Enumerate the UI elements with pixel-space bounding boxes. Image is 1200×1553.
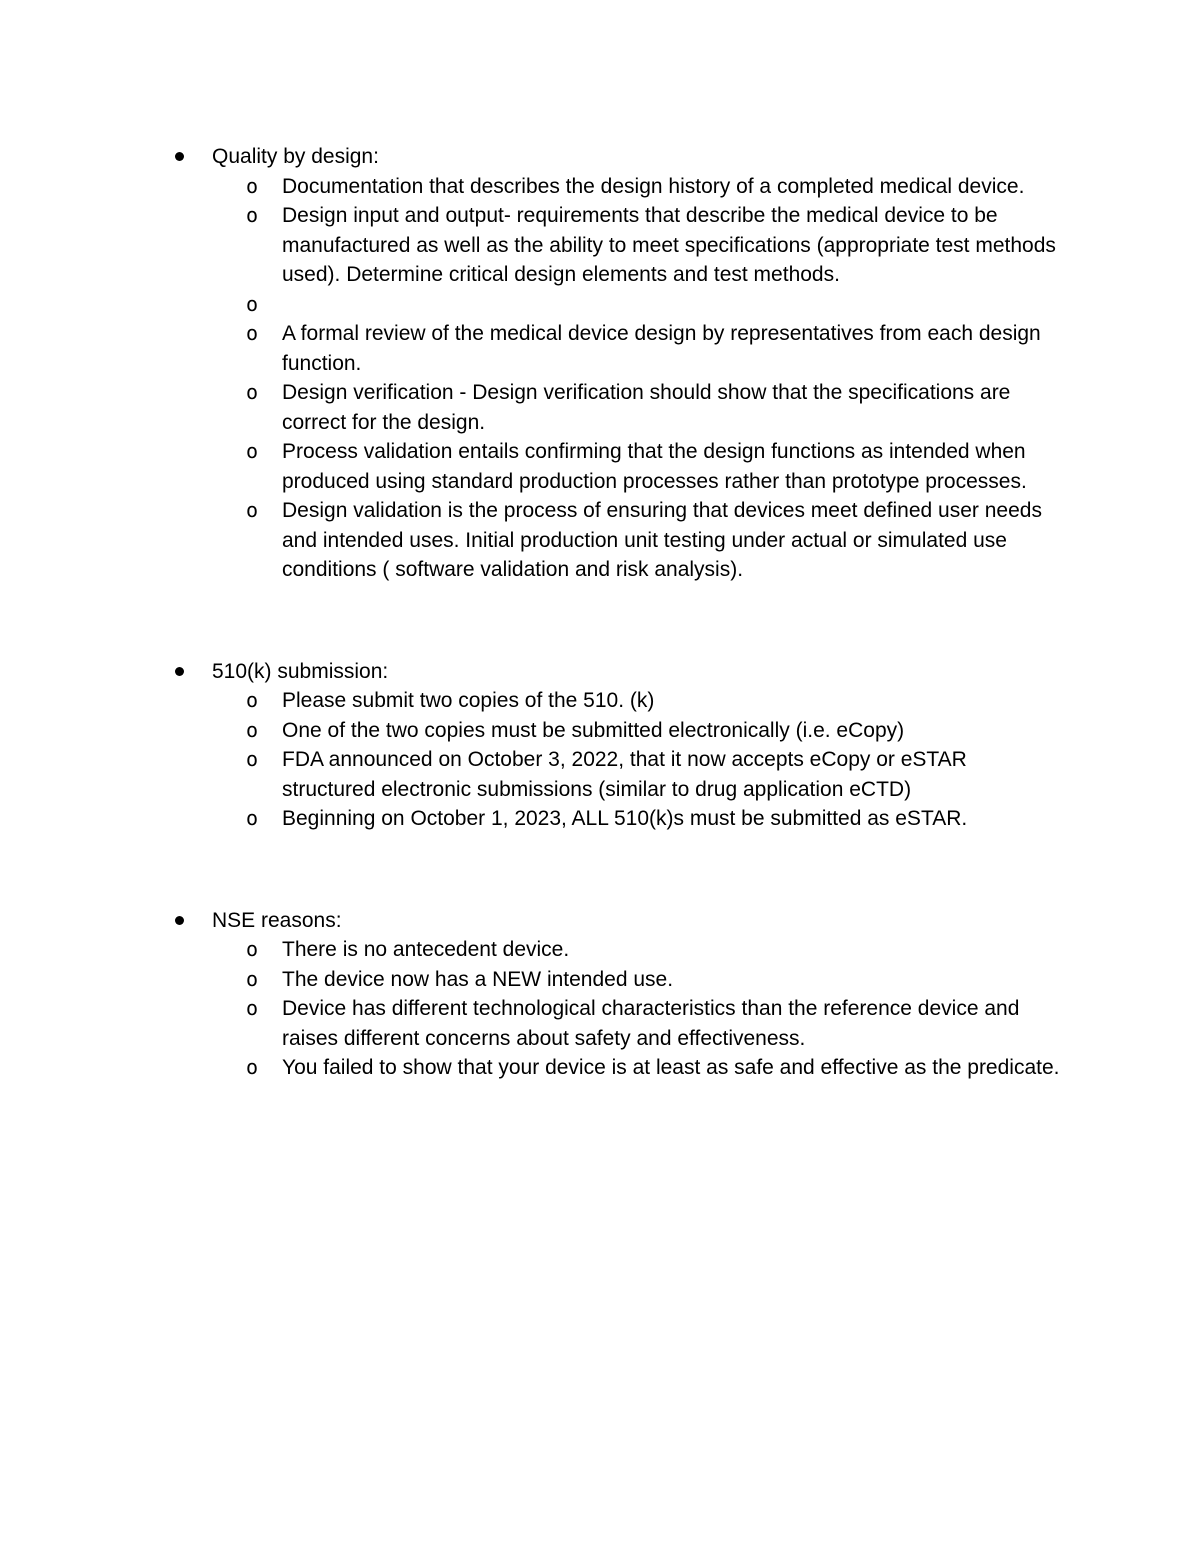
- bullet-item: [168, 906, 1068, 936]
- sub-bullet-item: [168, 935, 1068, 965]
- sub-bullet-text: You failed to show that your device is at least as safe and effective as the predicate.: [282, 1056, 1060, 1079]
- section-heading: 510(k) submission:: [212, 659, 389, 683]
- bullet-item: [168, 142, 1068, 172]
- section-heading: Quality by design:: [212, 145, 379, 168]
- sub-bullet-text: Beginning on October 1, 2023, ALL 510(k)s must be submitted as eSTAR.: [282, 807, 968, 830]
- sub-bullet-text: A formal review of the medical device design by representatives from each design function.: [282, 322, 1041, 375]
- circle-bullet-icon: o: [246, 291, 259, 316]
- sub-bullet-text: FDA announced on October 3, 2022, that it now accepts eCopy or eSTAR structured electronic submissions (similar to drug application eCTD): [282, 748, 967, 801]
- circle-bullet-icon: o: [246, 498, 259, 522]
- circle-bullet-icon: o: [246, 1055, 259, 1079]
- bullet-dot-icon: [175, 916, 184, 925]
- sub-bullet-item: [168, 686, 1068, 716]
- circle-bullet-icon: o: [246, 380, 259, 404]
- sub-bullet-item: [168, 1053, 1068, 1083]
- circle-bullet-icon: o: [246, 747, 259, 771]
- sub-bullet-text: Design validation is the process of ensuring that devices meet defined user needs and intended uses. Initial production unit testing under actual or simulated use conditions ( software validation and risk analysis).: [282, 499, 1042, 581]
- bullet-section: [168, 906, 1068, 1083]
- bullet-dot-icon: [175, 667, 184, 676]
- circle-bullet-icon: o: [246, 966, 259, 991]
- bullet-section: [168, 657, 1068, 834]
- document-content: [168, 142, 1068, 1083]
- sub-bullet-item: [168, 994, 1068, 1053]
- sub-bullet-item: [168, 804, 1068, 834]
- sub-bullet-text: Please submit two copies of the 510. (k): [282, 689, 655, 712]
- sub-bullet-text: Process validation entails confirming that the design functions as intended when produced using standard production processes rather than prototype processes.: [282, 440, 1027, 493]
- sub-bullet-text: One of the two copies must be submitted electronically (i.e. eCopy): [282, 718, 905, 742]
- bullet-item: [168, 657, 1068, 687]
- sub-bullet-text: Documentation that describes the design history of a completed medical device.: [282, 174, 1025, 198]
- sub-bullet-list: [168, 686, 1068, 834]
- circle-bullet-icon: o: [246, 996, 259, 1020]
- bullet-section: [168, 142, 1068, 585]
- sub-bullet-item: [168, 290, 1068, 320]
- circle-bullet-icon: o: [246, 937, 259, 961]
- sub-bullet-item: [168, 201, 1068, 290]
- bullet-dot-icon: [175, 152, 184, 161]
- sub-bullet-text: There is no antecedent device.: [282, 938, 570, 961]
- sub-bullet-item: [168, 965, 1068, 995]
- circle-bullet-icon: o: [246, 203, 259, 227]
- sub-bullet-list: [168, 935, 1068, 1083]
- sub-bullet-text: The device now has a NEW intended use.: [282, 967, 674, 991]
- sub-bullet-item: [168, 716, 1068, 746]
- section-heading: NSE reasons:: [212, 908, 342, 932]
- circle-bullet-icon: o: [246, 806, 259, 830]
- sub-bullet-text: Design input and output- requirements that describe the medical device to be manufactured as well as the ability to meet specifications (appropriate test methods used). Determine critical design elements and test methods.: [282, 204, 1056, 286]
- sub-bullet-item: [168, 378, 1068, 437]
- sub-bullet-item: [168, 437, 1068, 496]
- sub-bullet-item: [168, 172, 1068, 202]
- sub-bullet-item: [168, 496, 1068, 585]
- sub-bullet-list: [168, 172, 1068, 585]
- sub-bullet-text: Device has different technological characteristics than the reference device and raises different concerns about safety and effectiveness.: [282, 997, 1020, 1050]
- sub-bullet-item: [168, 319, 1068, 378]
- circle-bullet-icon: o: [246, 688, 259, 712]
- circle-bullet-icon: o: [246, 439, 259, 463]
- circle-bullet-icon: o: [246, 717, 259, 742]
- sub-bullet-text: Design verification - Design verification should show that the specifications are correct for the design.: [282, 381, 1011, 434]
- circle-bullet-icon: o: [246, 321, 259, 345]
- sub-bullet-item: [168, 745, 1068, 804]
- circle-bullet-icon: o: [246, 173, 259, 198]
